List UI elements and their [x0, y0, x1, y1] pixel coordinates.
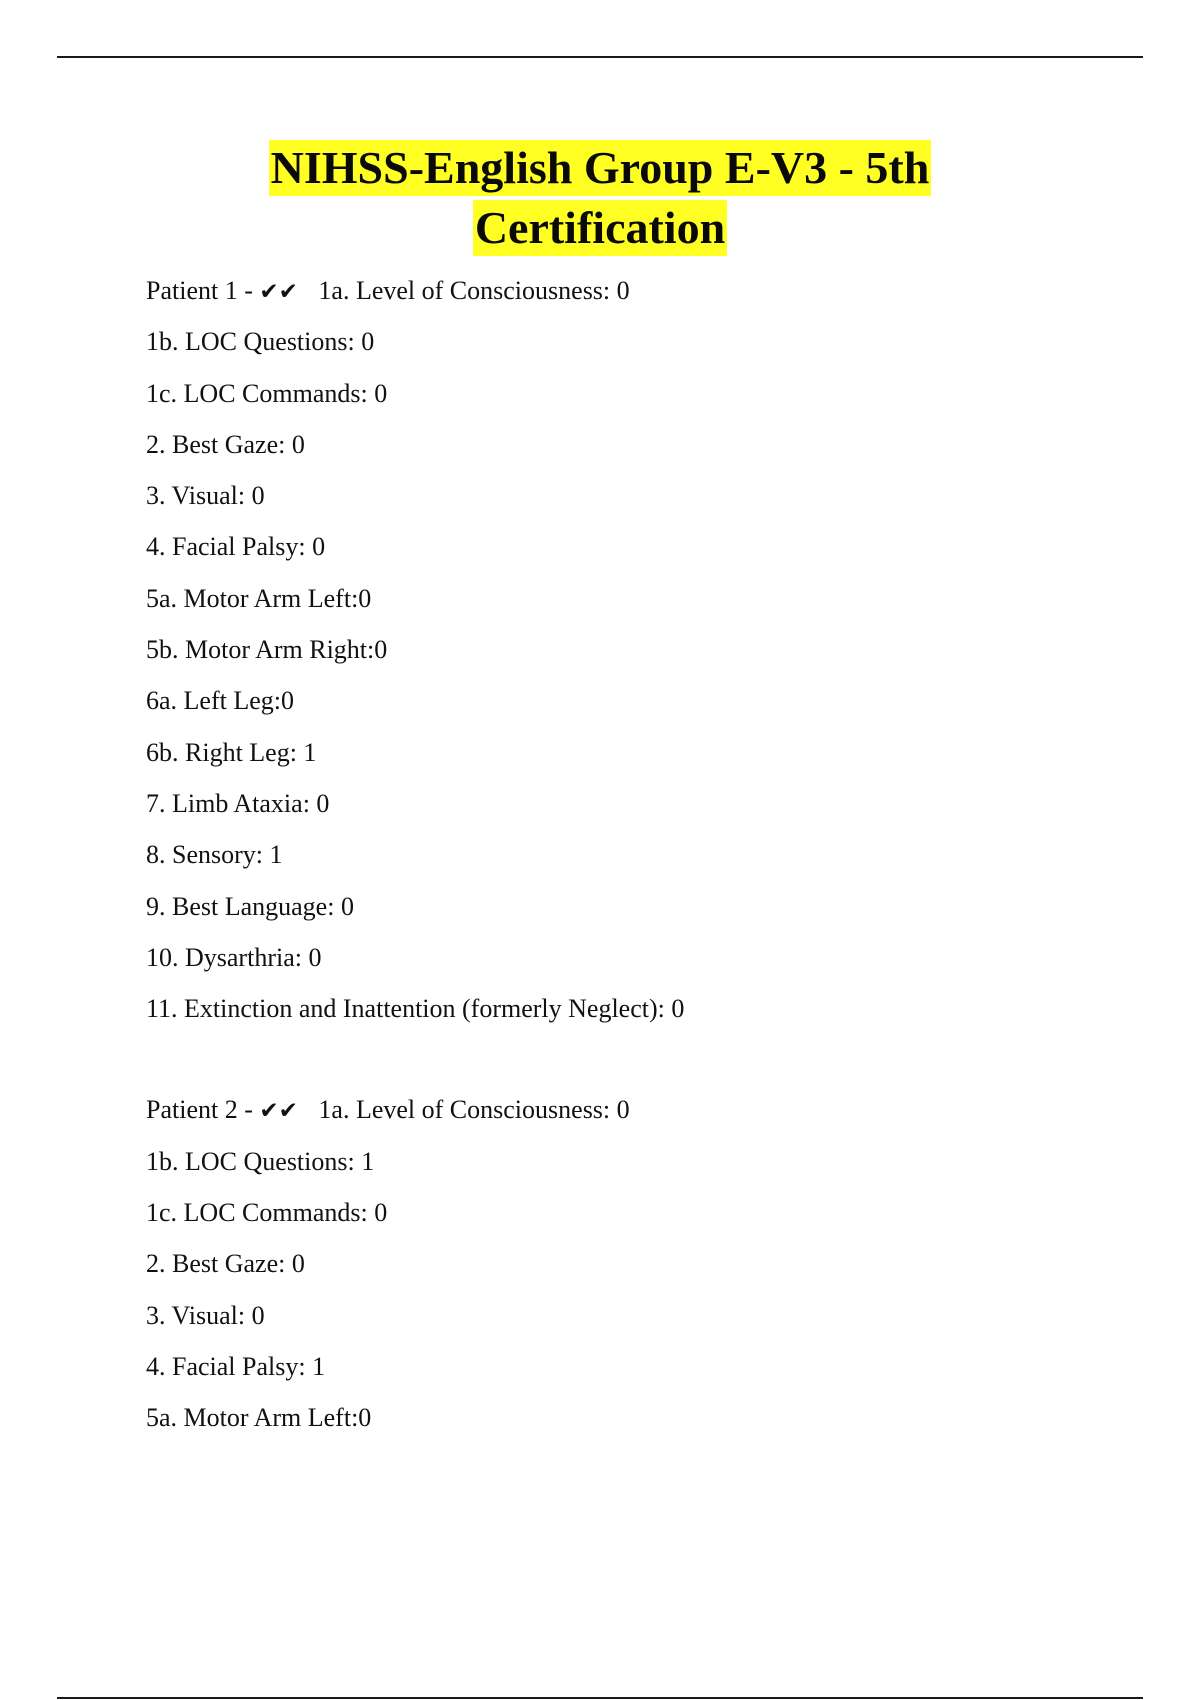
score-item: 4. Facial Palsy: 1 [146, 1351, 326, 1381]
score-item: 1c. LOC Commands: 0 [146, 378, 388, 408]
score-item: 2. Best Gaze: 0 [146, 1249, 305, 1279]
score-item: 8. Sensory: 1 [146, 840, 283, 870]
score-item: 7. Limb Ataxia: 0 [146, 788, 330, 818]
document-title [0, 140, 1200, 256]
score-item: 6a. Left Leg:0 [146, 686, 294, 716]
score-item: 1b. LOC Questions: 1 [146, 1146, 375, 1176]
score-item: 6b. Right Leg: 1 [146, 737, 317, 767]
score-item: 1c. LOC Commands: 0 [146, 1198, 388, 1228]
score-item: 1b. LOC Questions: 0 [146, 327, 375, 357]
footer-divider [57, 1697, 1143, 1699]
check-mark-icon: ✔✔ [259, 1098, 298, 1125]
score-item: 4. Facial Palsy: 0 [146, 532, 326, 562]
check-mark-icon: ✔✔ [259, 279, 298, 305]
patient-label: Patient 2 - [146, 1095, 253, 1125]
score-item: 2. Best Gaze: 0 [146, 429, 305, 459]
document-body [146, 276, 1106, 1455]
patient-label: Patient 1 - [146, 276, 253, 305]
score-item: 5b. Motor Arm Right:0 [146, 635, 388, 665]
patient-1-header [146, 276, 1106, 327]
score-item: 11. Extinction and Inattention (formerly Neglect): 0 [146, 994, 685, 1024]
title-line-1: NIHSS-English Group E-V3 - 5th [269, 140, 932, 196]
score-item: 5a. Motor Arm Left:0 [146, 583, 372, 613]
score-item: 9. Best Language: 0 [146, 891, 354, 921]
section-gap [146, 1045, 1106, 1095]
score-item: 3. Visual: 0 [146, 481, 265, 511]
patient-2-header [146, 1095, 1106, 1146]
score-item: 5a. Motor Arm Left:0 [146, 1403, 372, 1433]
score-item: 3. Visual: 0 [146, 1300, 265, 1330]
score-item: 1a. Level of Consciousness: 0 [318, 276, 630, 305]
title-line-2: Certification [473, 200, 727, 256]
score-item: 1a. Level of Consciousness: 0 [318, 1095, 630, 1125]
score-item: 10. Dysarthria: 0 [146, 942, 322, 972]
header-divider [57, 56, 1143, 58]
